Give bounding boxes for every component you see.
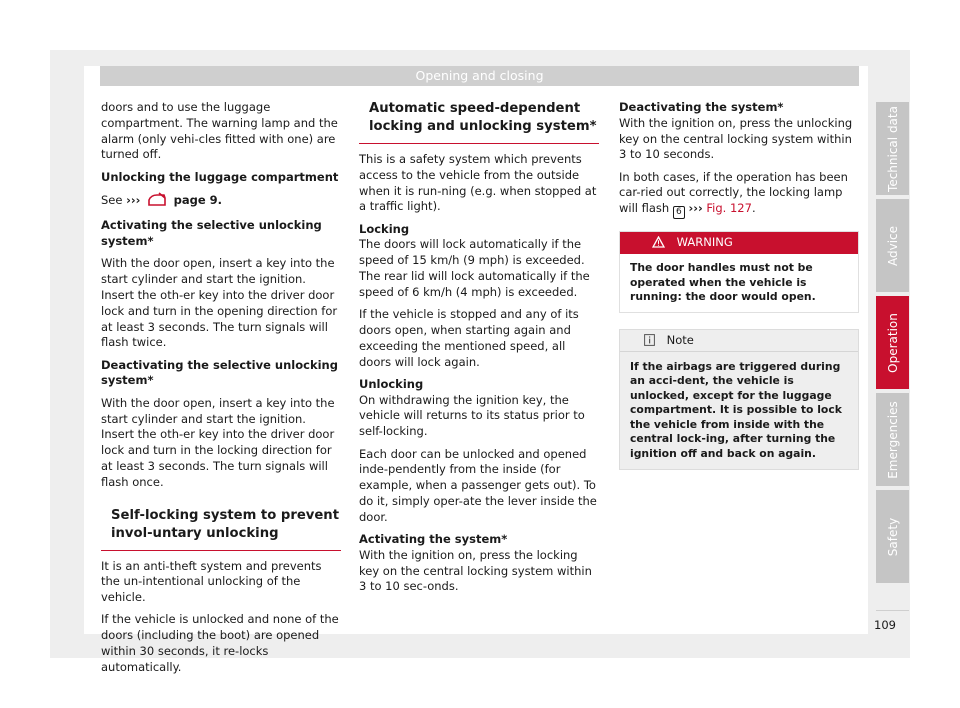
tab-operation[interactable]: Operation xyxy=(876,296,909,389)
warning-label: WARNING xyxy=(676,235,733,250)
warning-header xyxy=(620,232,858,254)
page-link[interactable]: page 9. xyxy=(173,192,223,207)
column-3 xyxy=(619,100,859,470)
paragraph: With the ignition on, press the unlocking key on the central locking system within 3 to 10 seconds. xyxy=(619,115,853,162)
subheading-deactivating-selective: Deactivating the selective unlocking system* xyxy=(101,357,338,388)
paragraph: With the ignition on, press the locking key on the central locking system within 3 to 10 sec-onds. xyxy=(359,547,592,594)
column-2 xyxy=(359,100,599,602)
page-number-divider xyxy=(876,610,909,611)
paragraph: This is a safety system which prevents access to the vehicle from the outside when it is run-ning (e.g. when stopped at a traffic light). xyxy=(359,152,597,214)
tab-emergencies[interactable]: Emergencies xyxy=(876,393,909,486)
section-title-automatic-locking: Automatic speed-dependent locking and unlocking system* xyxy=(359,100,599,144)
paragraph: With the door open, insert a key into the start cylinder and start the ignition. Insert the oth-er key into the driver door lock and turn in the opening direction for at least 3 seconds. The turn signals will flash twice. xyxy=(101,256,338,350)
paragraph: If the vehicle is stopped and any of its doors open, when starting again and exceeding the mentioned speed, all doors will lock again. xyxy=(359,307,579,369)
luggage-compartment-icon xyxy=(147,192,167,212)
page-header: Opening and closing xyxy=(100,66,859,86)
tab-safety[interactable]: Safety xyxy=(876,490,909,583)
info-icon xyxy=(644,334,655,351)
subheading-unlocking: Unlocking xyxy=(359,376,424,391)
column-1 xyxy=(101,100,341,682)
warning-box xyxy=(619,231,859,313)
paragraph-both-cases: In both cases, if the operation has been car-ried out correctly, the locking lamp will flash 6 ››› Fig. 127. xyxy=(619,169,848,218)
note-text: If the airbags are triggered during an acci-dent, the vehicle is unlocked, except for the luggage compartment. It is possible to lock the vehicle from inside with the central lock-ing, after turning the ignition off and back on again. xyxy=(630,359,842,460)
subheading-locking: Locking xyxy=(359,221,410,236)
figure-link[interactable]: Fig. 127 xyxy=(706,201,752,216)
paragraph: It is an anti-theft system and prevents the un-intentional unlocking of the vehicle. xyxy=(101,558,322,605)
note-box xyxy=(619,329,859,471)
warning-triangle-icon xyxy=(652,236,665,253)
subheading-unlocking-luggage: Unlocking the luggage compartment xyxy=(101,169,339,184)
subheading-deactivating-system: Deactivating the system* xyxy=(619,100,784,114)
warning-text: The door handles must not be operated when the vehicle is running: the door would open. xyxy=(630,261,816,304)
paragraph: Each door can be unlocked and opened inde-pendently from the inside (for example, when a passenger gets out). To do it, simply oper-ate the lever inside the door. xyxy=(359,446,597,524)
paragraph: If the vehicle is unlocked and none of the doors (including the boot) are opened within 30 seconds, it re-locks automatically. xyxy=(101,612,339,674)
section-title-self-locking: Self-locking system to prevent invol-untary unlocking xyxy=(101,507,341,551)
arrows-icon: ››› xyxy=(688,201,703,216)
tab-technical-data[interactable]: Technical data xyxy=(876,102,909,195)
subheading-activating-selective: Activating the selective unlocking system* xyxy=(101,218,322,249)
see-reference: See ››› page 9. xyxy=(101,192,341,212)
locking-lamp-icon: 6 xyxy=(673,206,685,219)
note-label: Note xyxy=(666,332,694,347)
tab-advice[interactable]: Advice xyxy=(876,199,909,292)
paragraph: On withdrawing the ignition key, the vehicle will returns to its status prior to self-locking. xyxy=(359,392,585,439)
paragraph: The doors will lock automatically if the speed of 15 km/h (9 mph) is exceeded. The rear lid will lock automatically if the speed of 6 km/h (4 mph) is exceeded. xyxy=(359,237,590,299)
paragraph: With the door open, insert a key into the start cylinder and start the ignition. Insert the oth-er key into the driver door lock and turn in the locking direction for at least 3 seconds. The turn signals will flash once. xyxy=(101,395,335,489)
subheading-activating-system: Activating the system* xyxy=(359,532,508,547)
arrows-icon: ››› xyxy=(126,192,141,207)
note-header xyxy=(620,330,858,352)
paragraph: doors and to use the luggage compartment. The warning lamp and the alarm (only vehi-cles fitted with one) are turned off. xyxy=(101,100,338,162)
page-number: 109 xyxy=(874,618,896,632)
